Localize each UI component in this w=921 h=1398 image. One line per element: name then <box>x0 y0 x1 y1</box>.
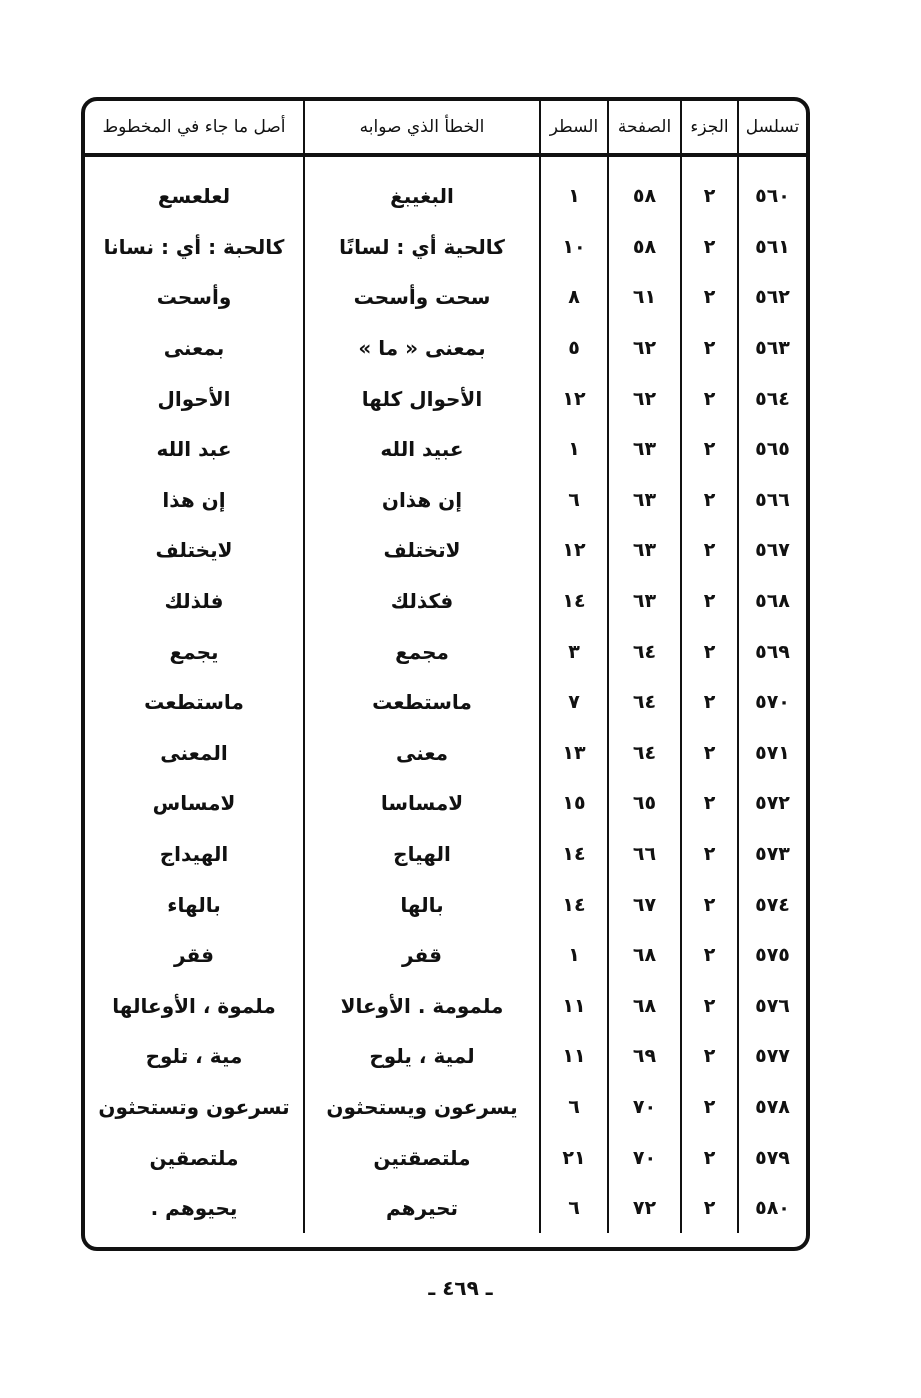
cell-serial: ٥٦٥ <box>738 424 806 475</box>
cell-serial: ٥٦٢ <box>738 272 806 323</box>
cell-error-correction: ملتصقتين <box>304 1132 540 1183</box>
cell-page: ٦٧ <box>608 879 681 930</box>
cell-original: ماستطعت <box>144 690 244 715</box>
cell-page: ٦٨ <box>608 981 681 1032</box>
cell-line: ١٤ <box>540 576 608 627</box>
cell-part: ٢ <box>681 1031 738 1082</box>
cell-error-correction: البغيبغ <box>304 155 540 222</box>
cell-serial: ٥٦٤ <box>738 373 806 424</box>
cell-page: ٦٩ <box>608 1031 681 1082</box>
cell-page: ٧٠ <box>608 1132 681 1183</box>
cell-part: ٢ <box>681 829 738 880</box>
corrections-table <box>85 101 806 1233</box>
cell-line: ٦ <box>540 475 608 526</box>
cell-error-correction: لامساسا <box>304 778 540 829</box>
cell-line: ١١ <box>540 981 608 1032</box>
cell-serial: ٥٧٥ <box>738 930 806 981</box>
cell-serial: ٥٧٣ <box>738 829 806 880</box>
cell-line: ٧ <box>540 677 608 728</box>
cell-page: ٦٣ <box>608 475 681 526</box>
corrections-table-frame <box>81 97 810 1251</box>
table-row <box>85 1082 806 1133</box>
cell-part: ٢ <box>681 424 738 475</box>
cell-page: ٦٦ <box>608 829 681 880</box>
cell-page: ٧٢ <box>608 1183 681 1234</box>
header-row <box>85 101 806 155</box>
cell-error-correction: قفر <box>304 930 540 981</box>
cell-serial: ٥٦١ <box>738 222 806 273</box>
cell-error-correction: عبيد الله <box>304 424 540 475</box>
table-row <box>85 829 806 880</box>
cell-part: ٢ <box>681 475 738 526</box>
cell-page: ٦٤ <box>608 626 681 677</box>
cell-error-correction: فكذلك <box>304 576 540 627</box>
cell-part: ٢ <box>681 1183 738 1234</box>
cell-serial: ٥٧١ <box>738 728 806 779</box>
cell-serial: ٥٦٨ <box>738 576 806 627</box>
table-row <box>85 272 806 323</box>
cell-error-correction: سحت وأسحت <box>304 272 540 323</box>
cell-original: كالحبة : أي : نسانا <box>103 234 285 259</box>
cell-original: الهيداج <box>159 842 229 867</box>
cell-line: ٦ <box>540 1082 608 1133</box>
cell-original: لامساس <box>152 791 236 816</box>
cell-serial: ٥٧٧ <box>738 1031 806 1082</box>
cell-error-correction: مجمع <box>304 626 540 677</box>
cell-error-correction: معنى <box>304 728 540 779</box>
cell-page: ٦٣ <box>608 424 681 475</box>
cell-part: ٢ <box>681 1132 738 1183</box>
cell-line: ١٤ <box>540 879 608 930</box>
table-row <box>85 677 806 728</box>
cell-serial: ٥٧٤ <box>738 879 806 930</box>
header-serial: تسلسل <box>738 101 806 155</box>
cell-error-correction: الهياج <box>304 829 540 880</box>
cell-part: ٢ <box>681 778 738 829</box>
cell-line: ١١ <box>540 1031 608 1082</box>
table-row <box>85 981 806 1032</box>
cell-line: ١٣ <box>540 728 608 779</box>
cell-error-correction: تحيرهم <box>304 1183 540 1234</box>
cell-part: ٢ <box>681 930 738 981</box>
cell-line: ١ <box>540 930 608 981</box>
cell-original: وأسحت <box>156 285 232 310</box>
cell-error-correction: إن هذان <box>304 475 540 526</box>
cell-original: لعلعسع <box>157 184 231 209</box>
table-row <box>85 525 806 576</box>
cell-serial: ٥٦٠ <box>738 155 806 222</box>
table-row <box>85 1183 806 1234</box>
cell-original: يجمع <box>169 639 219 664</box>
cell-line: ١ <box>540 424 608 475</box>
cell-page: ٦٢ <box>608 323 681 374</box>
cell-part: ٢ <box>681 373 738 424</box>
header-part: الجزء <box>681 101 738 155</box>
cell-line: ١٠ <box>540 222 608 273</box>
table-row <box>85 879 806 930</box>
cell-serial: ٥٧٩ <box>738 1132 806 1183</box>
cell-error-correction: بمعنى « ما » <box>304 323 540 374</box>
cell-serial: ٥٨٠ <box>738 1183 806 1234</box>
cell-line: ١٢ <box>540 373 608 424</box>
cell-serial: ٥٧٠ <box>738 677 806 728</box>
cell-line: ٢١ <box>540 1132 608 1183</box>
cell-part: ٢ <box>681 525 738 576</box>
cell-part: ٢ <box>681 323 738 374</box>
cell-page: ٦٥ <box>608 778 681 829</box>
table-row <box>85 373 806 424</box>
cell-page: ٦٤ <box>608 728 681 779</box>
cell-line: ١٢ <box>540 525 608 576</box>
table-row <box>85 323 806 374</box>
cell-error-correction: ماستطعت <box>304 677 540 728</box>
table-row <box>85 222 806 273</box>
cell-serial: ٥٧٢ <box>738 778 806 829</box>
cell-original: مية ، تلوح <box>145 1044 243 1069</box>
cell-page: ٧٠ <box>608 1082 681 1133</box>
cell-page: ٦٣ <box>608 525 681 576</box>
cell-original: إن هذا <box>162 487 226 512</box>
cell-original: الأحوال <box>157 386 231 411</box>
cell-original: لايختلف <box>155 538 233 563</box>
table-row <box>85 1031 806 1082</box>
cell-part: ٢ <box>681 728 738 779</box>
header-original: أصل ما جاء في المخطوط <box>85 101 304 155</box>
cell-line: ٦ <box>540 1183 608 1234</box>
cell-serial: ٥٧٦ <box>738 981 806 1032</box>
cell-original: المعنى <box>160 740 228 765</box>
cell-line: ٥ <box>540 323 608 374</box>
cell-part: ٢ <box>681 626 738 677</box>
table-row <box>85 155 806 222</box>
table-row <box>85 1132 806 1183</box>
cell-error-correction: يسرعون ويستحثون <box>304 1082 540 1133</box>
cell-original: ملموة ، الأوعالها <box>112 993 276 1018</box>
table-row <box>85 424 806 475</box>
cell-part: ٢ <box>681 576 738 627</box>
cell-original: فقر <box>174 943 214 968</box>
cell-part: ٢ <box>681 677 738 728</box>
cell-original: بمعنى <box>163 336 225 361</box>
cell-serial: ٥٦٣ <box>738 323 806 374</box>
cell-part: ٢ <box>681 272 738 323</box>
cell-page: ٥٨ <box>608 222 681 273</box>
table-row <box>85 728 806 779</box>
cell-page: ٦٨ <box>608 930 681 981</box>
table-row <box>85 576 806 627</box>
cell-error-correction: بالها <box>304 879 540 930</box>
cell-error-correction: لمية ، يلوح <box>304 1031 540 1082</box>
cell-line: ١٥ <box>540 778 608 829</box>
cell-part: ٢ <box>681 222 738 273</box>
cell-part: ٢ <box>681 1082 738 1133</box>
cell-original: فلذلك <box>164 589 224 614</box>
cell-original: بالهاء <box>167 892 221 917</box>
cell-page: ٦٣ <box>608 576 681 627</box>
cell-error-correction: الأحوال كلها <box>304 373 540 424</box>
table-row <box>85 778 806 829</box>
table-row <box>85 930 806 981</box>
table-row <box>85 475 806 526</box>
cell-error-correction: كالحية أي : لسانًا <box>304 222 540 273</box>
cell-line: ٨ <box>540 272 608 323</box>
cell-line: ١٤ <box>540 829 608 880</box>
cell-line: ١ <box>540 155 608 222</box>
cell-original: ملتصقين <box>149 1145 239 1170</box>
page-number: ـ ٤٦٩ ـ <box>428 1276 493 1300</box>
cell-error-correction: لاتختلف <box>304 525 540 576</box>
cell-part: ٢ <box>681 879 738 930</box>
cell-serial: ٥٦٩ <box>738 626 806 677</box>
header-line: السطر <box>540 101 608 155</box>
header-page: الصفحة <box>608 101 681 155</box>
cell-error-correction: ملمومة . الأوعالا <box>304 981 540 1032</box>
cell-page: ٥٨ <box>608 155 681 222</box>
header-error-correction: الخطأ الذي صوابه <box>304 101 540 155</box>
cell-original: عبد الله <box>156 437 232 462</box>
cell-line: ٣ <box>540 626 608 677</box>
cell-part: ٢ <box>681 981 738 1032</box>
cell-page: ٦٢ <box>608 373 681 424</box>
cell-serial: ٥٧٨ <box>738 1082 806 1133</box>
cell-original: تسرعون وتستحثون <box>98 1094 290 1119</box>
table-row <box>85 626 806 677</box>
cell-part: ٢ <box>681 155 738 222</box>
cell-page: ٦٤ <box>608 677 681 728</box>
cell-page: ٦١ <box>608 272 681 323</box>
table-body <box>85 155 806 1233</box>
cell-serial: ٥٦٦ <box>738 475 806 526</box>
cell-serial: ٥٦٧ <box>738 525 806 576</box>
cell-original: يحيوهم . <box>150 1196 238 1221</box>
